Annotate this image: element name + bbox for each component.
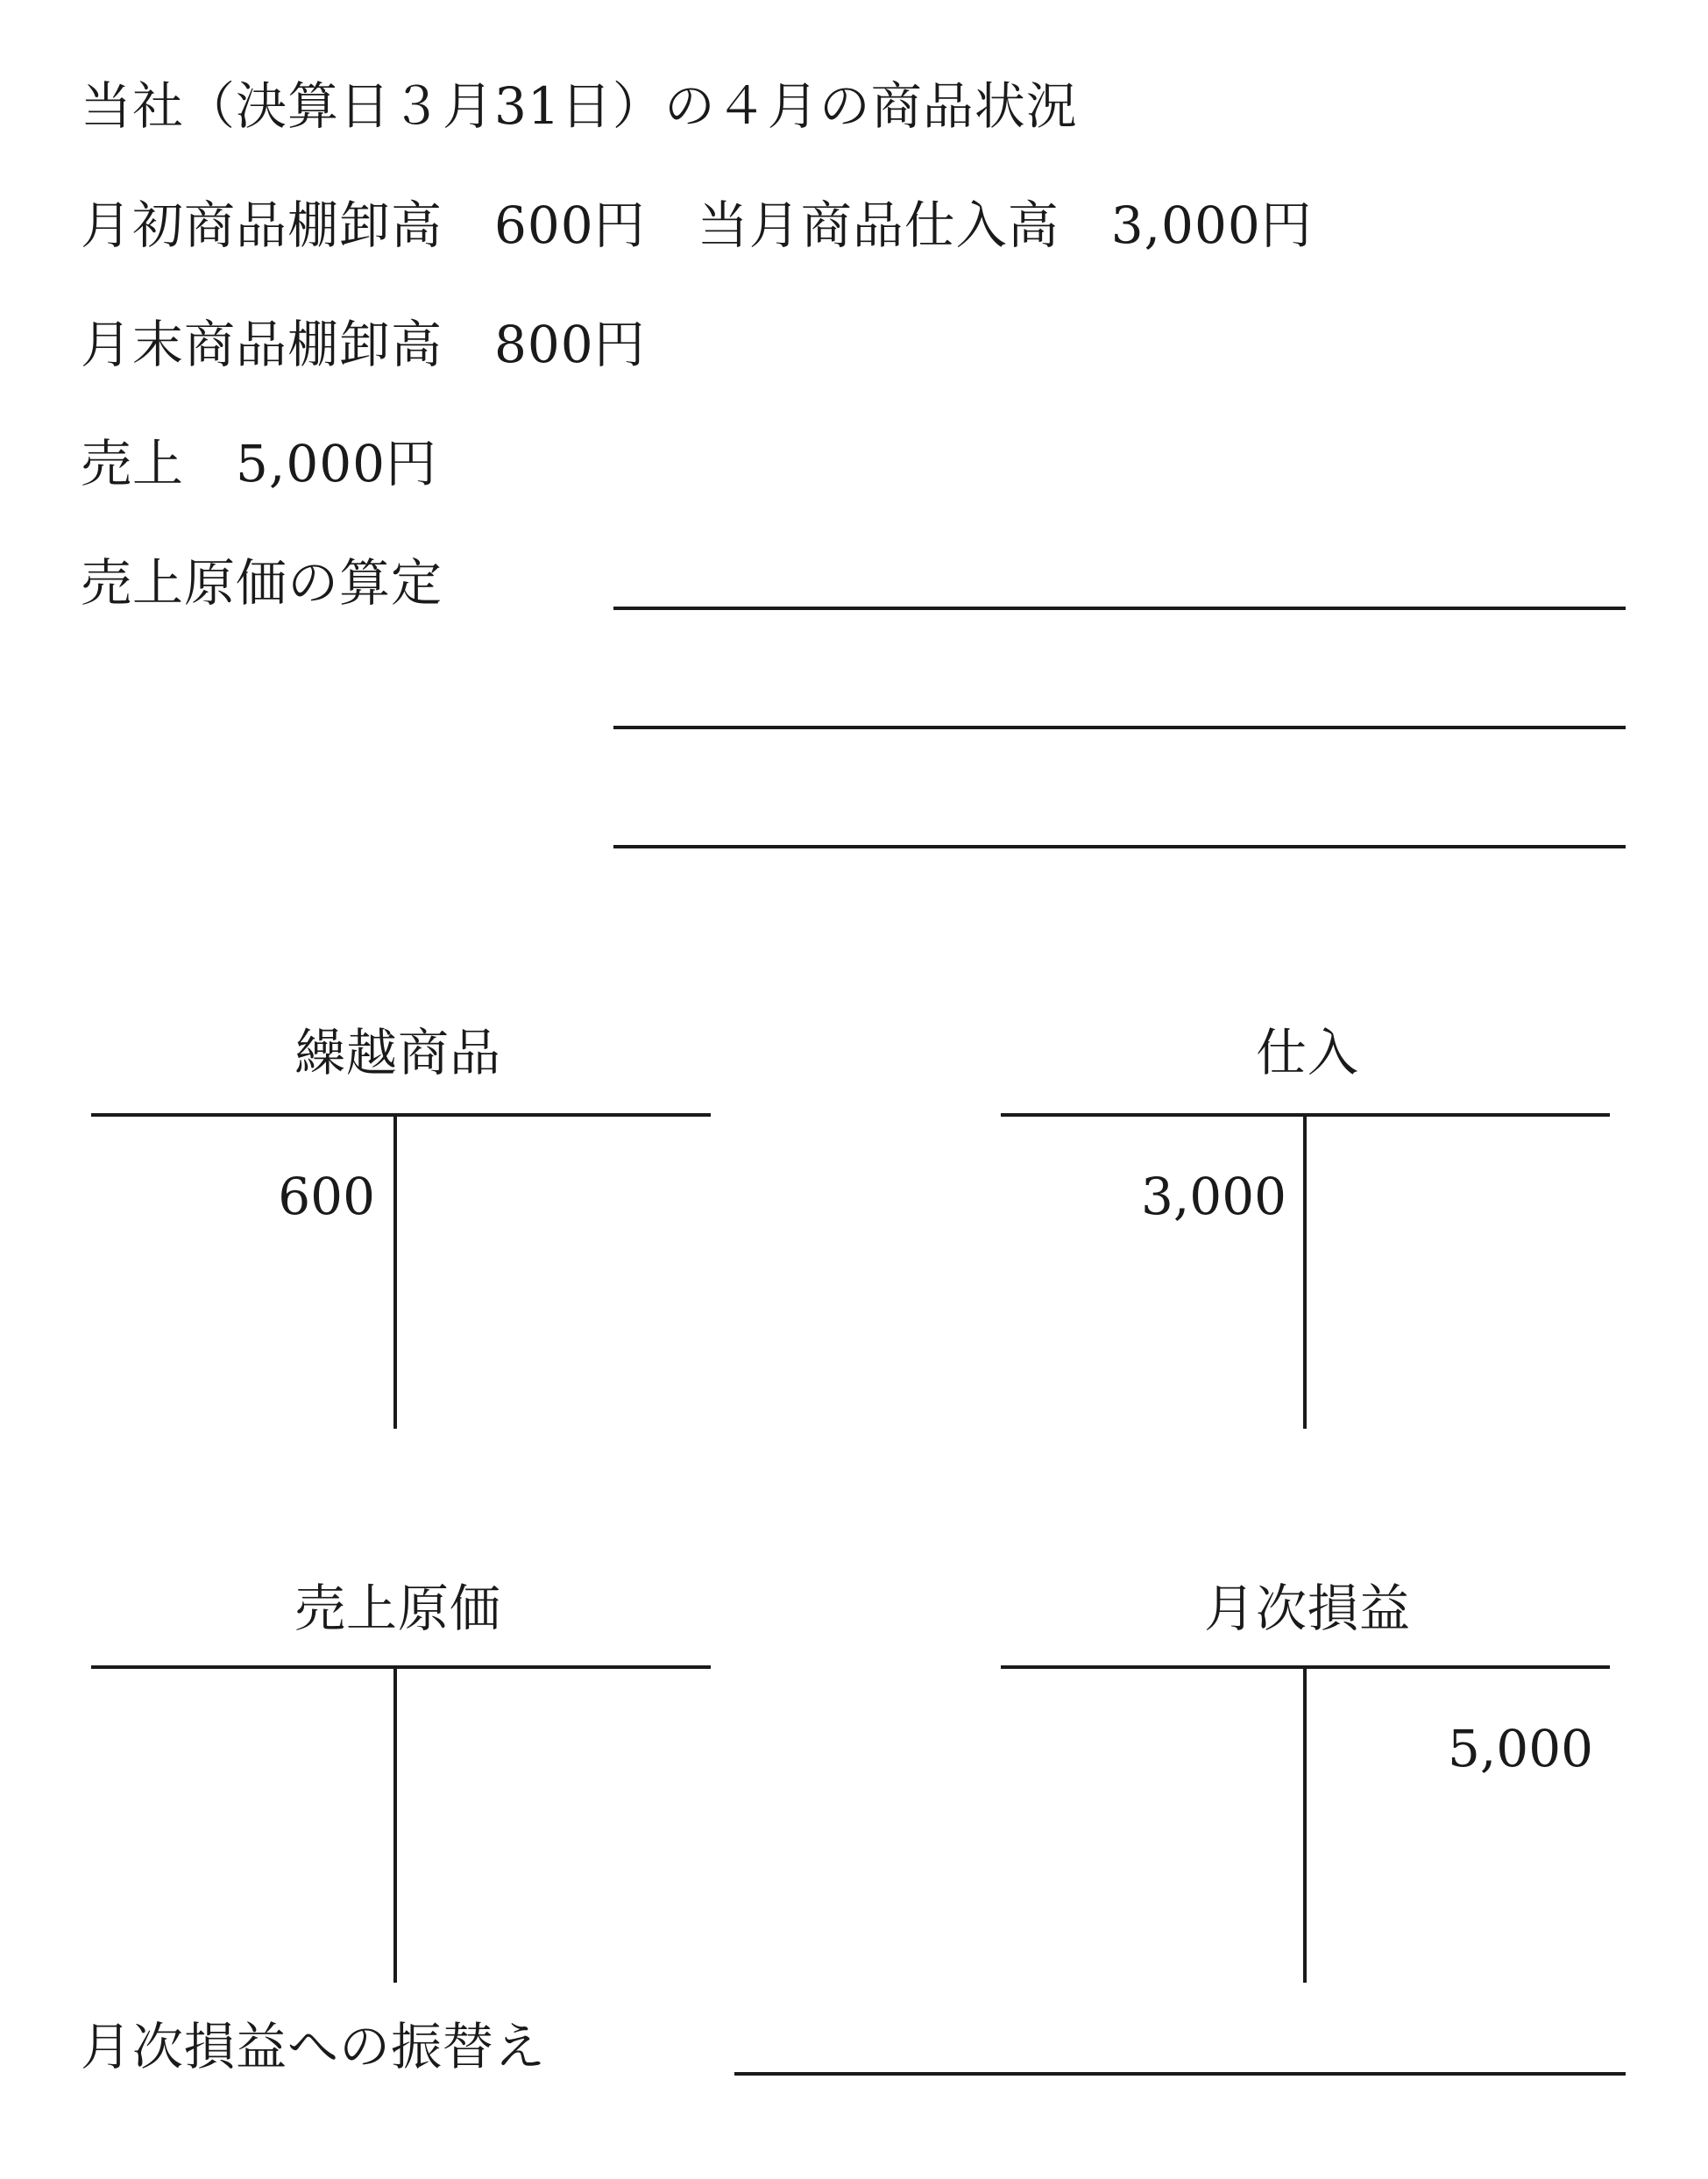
debit-amount: 600 bbox=[278, 1167, 375, 1226]
credit-amount: 5,000 bbox=[1447, 1719, 1593, 1778]
problem-line-ending-inventory: 月末商品棚卸高 800円 bbox=[81, 315, 646, 374]
account-title: 仕入 bbox=[1255, 1023, 1359, 1082]
transfer-answer-line[interactable] bbox=[734, 2072, 1626, 2076]
cogs-answer-line-2[interactable] bbox=[613, 726, 1626, 729]
t-account-center-line bbox=[1303, 1665, 1307, 1983]
t-account-top-line bbox=[91, 1665, 711, 1669]
transfer-label: 月次損益への振替え bbox=[81, 2017, 547, 2076]
t-account-top-line bbox=[91, 1113, 711, 1117]
cogs-answer-line-1[interactable] bbox=[613, 607, 1626, 610]
debit-amount: 3,000 bbox=[1140, 1167, 1286, 1226]
t-account-center-line bbox=[393, 1665, 397, 1983]
account-title: 繰越商品 bbox=[294, 1023, 501, 1082]
problem-line-opening-inventory-purchases: 月初商品棚卸高 600円 当月商品仕入高 3,000円 bbox=[81, 195, 1313, 255]
account-title: 売上原価 bbox=[294, 1579, 501, 1638]
t-account-center-line bbox=[393, 1113, 397, 1429]
cogs-calculation-label: 売上原価の算定 bbox=[81, 553, 443, 613]
account-title: 月次損益 bbox=[1203, 1579, 1411, 1638]
t-account-center-line bbox=[1303, 1113, 1307, 1429]
cogs-answer-line-3[interactable] bbox=[613, 845, 1626, 848]
problem-heading: 当社（決算日３月31日）の４月の商品状況 bbox=[81, 76, 1078, 136]
problem-line-sales: 売上 5,000円 bbox=[81, 434, 438, 493]
